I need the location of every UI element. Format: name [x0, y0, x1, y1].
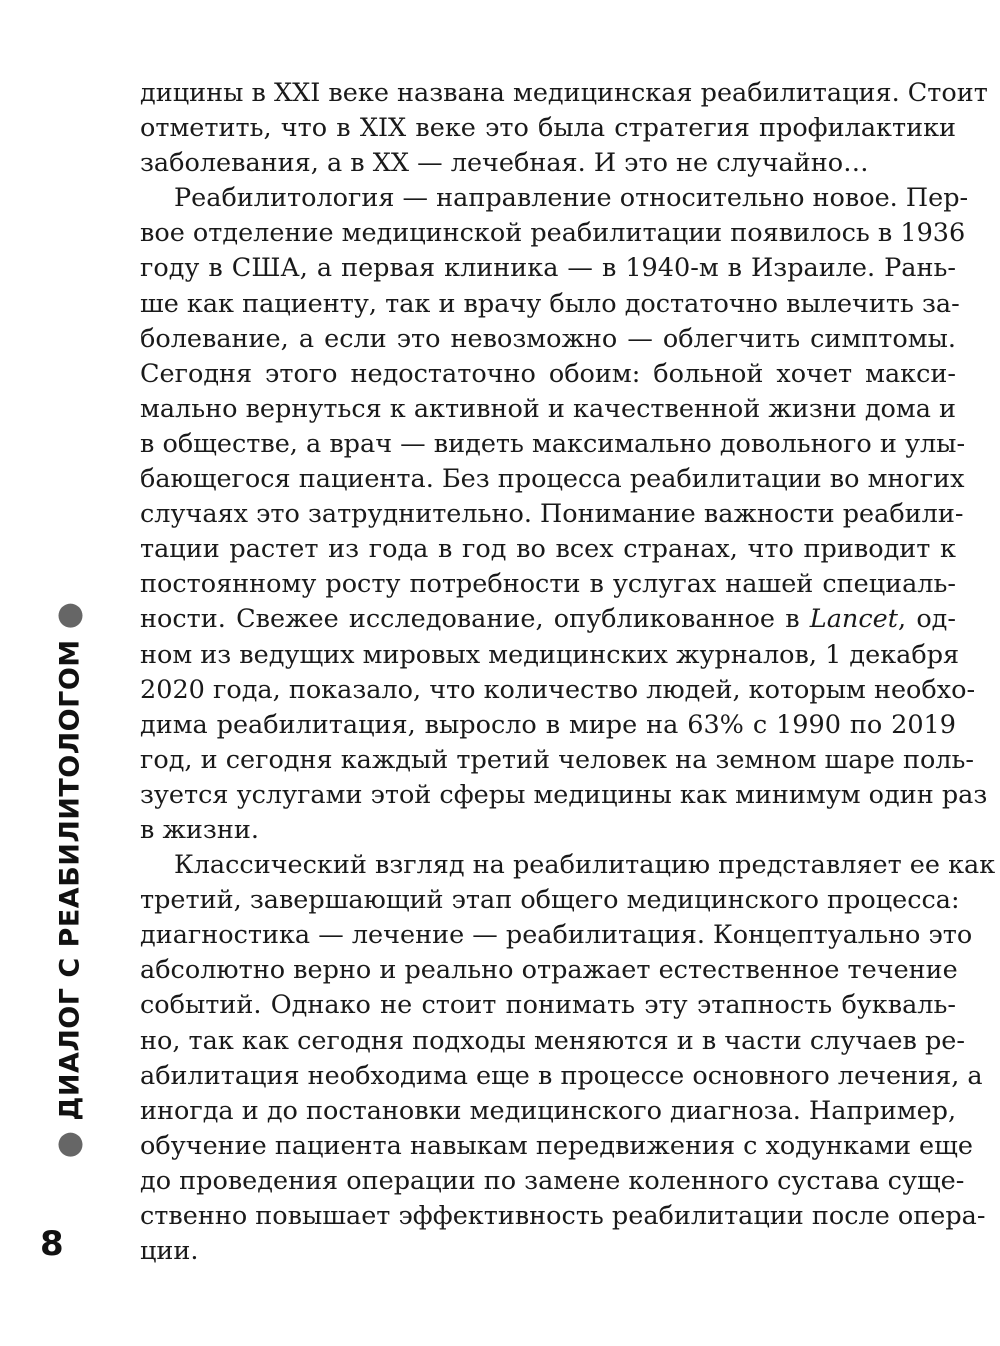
text-line: год, и сегодня каждый третий человек на земном шаре поль- — [140, 744, 975, 775]
text-fragment: , од- — [897, 604, 956, 635]
text-line: иногда и до постановки медицинского диагноза. Например, — [140, 1095, 957, 1126]
text-line: ном из ведущих мировых медицинских журналов, 1 декабря — [140, 639, 960, 670]
journal-name: Lancet — [809, 604, 898, 635]
text-line: болевание, а если это невозможно — облегчить симптомы. — [140, 323, 956, 354]
text-line: абсолютно верно и реально отражает естественное течение — [140, 955, 958, 986]
text-line: отметить, что в XIX веке это была стратегия профилактики — [140, 113, 956, 144]
text-line: Реабилитология — направление относительно новое. Пер- — [174, 183, 969, 214]
side-chapter-title — [36, 580, 104, 1180]
page-number: 8 — [40, 1224, 64, 1264]
text-line: постоянному росту потребности в услугах нашей специаль- — [140, 569, 956, 600]
text-line: ции. — [140, 1236, 199, 1267]
text-line: вое отделение медицинской реабилитации появилось в 1936 — [140, 218, 966, 249]
body-text — [140, 76, 996, 1269]
text-line: Классический взгляд на реабилитацию представляет ее как — [174, 850, 996, 881]
bullet-dot-right — [58, 603, 82, 627]
text-line: дицины в XXI веке названа медицинская реабилитация. Стоит — [140, 78, 988, 108]
text-fragment: ности. Свежее исследование, опубликованное в — [140, 604, 810, 635]
text-line: бающегося пациента. Без процесса реабилитации во многих — [140, 464, 965, 495]
text-line: обучение пациента навыкам передвижения с ходунками еще — [140, 1130, 973, 1161]
text-line: до проведения операции по замене коленного сустава суще- — [140, 1165, 965, 1196]
text-line: дима реабилитация, выросло в мире на 63% с 1990 по 2019 — [140, 709, 956, 740]
text-line: в жизни. — [140, 814, 259, 845]
text-line: но, так как сегодня подходы меняются и в части случаев ре- — [140, 1025, 965, 1056]
text-line: случаях это затруднительно. Понимание важности реабили- — [140, 499, 964, 530]
text-line: абилитация необходима еще в процессе основного лечения, а — [140, 1060, 983, 1091]
text-line: ше как пациенту, так и врачу было достаточно вылечить за- — [140, 288, 960, 319]
text-line: в обществе, а врач — видеть максимально довольного и улы- — [140, 428, 966, 459]
text-line: тации растет из года в год во всех странах, что приводит к — [140, 534, 956, 565]
text-line: диагностика — лечение — реабилитация. Концептуально это — [140, 920, 973, 951]
text-line: 2020 года, показало, что количество людей, которым необхо- — [140, 674, 976, 705]
text-line-with-italic — [140, 602, 956, 637]
text-line: событий. Однако не стоит понимать эту этапность букваль- — [140, 990, 956, 1021]
text-line: году в США, а первая клиника — в 1940-м в Израиле. Рань- — [140, 253, 956, 284]
text-line: третий, завершающий этап общего медицинского процесса: — [140, 885, 960, 916]
text-line: мально вернуться к активной и качественной жизни дома и — [140, 393, 957, 424]
text-line: заболевания, а в XX — лечебная. И это не случайно… — [140, 148, 869, 179]
bullet-dot-left — [58, 1133, 82, 1157]
text-line: ственно повышает эффективность реабилитации после опера- — [140, 1201, 986, 1231]
chapter-title-label: ДИАЛОГ С РЕАБИЛИТОЛОГОМ — [54, 639, 86, 1121]
text-line: зуется услугами этой сферы медицины как минимум один раз — [140, 779, 988, 810]
text-line: Сегодня этого недостаточно обоим: больной хочет макси- — [140, 358, 956, 389]
